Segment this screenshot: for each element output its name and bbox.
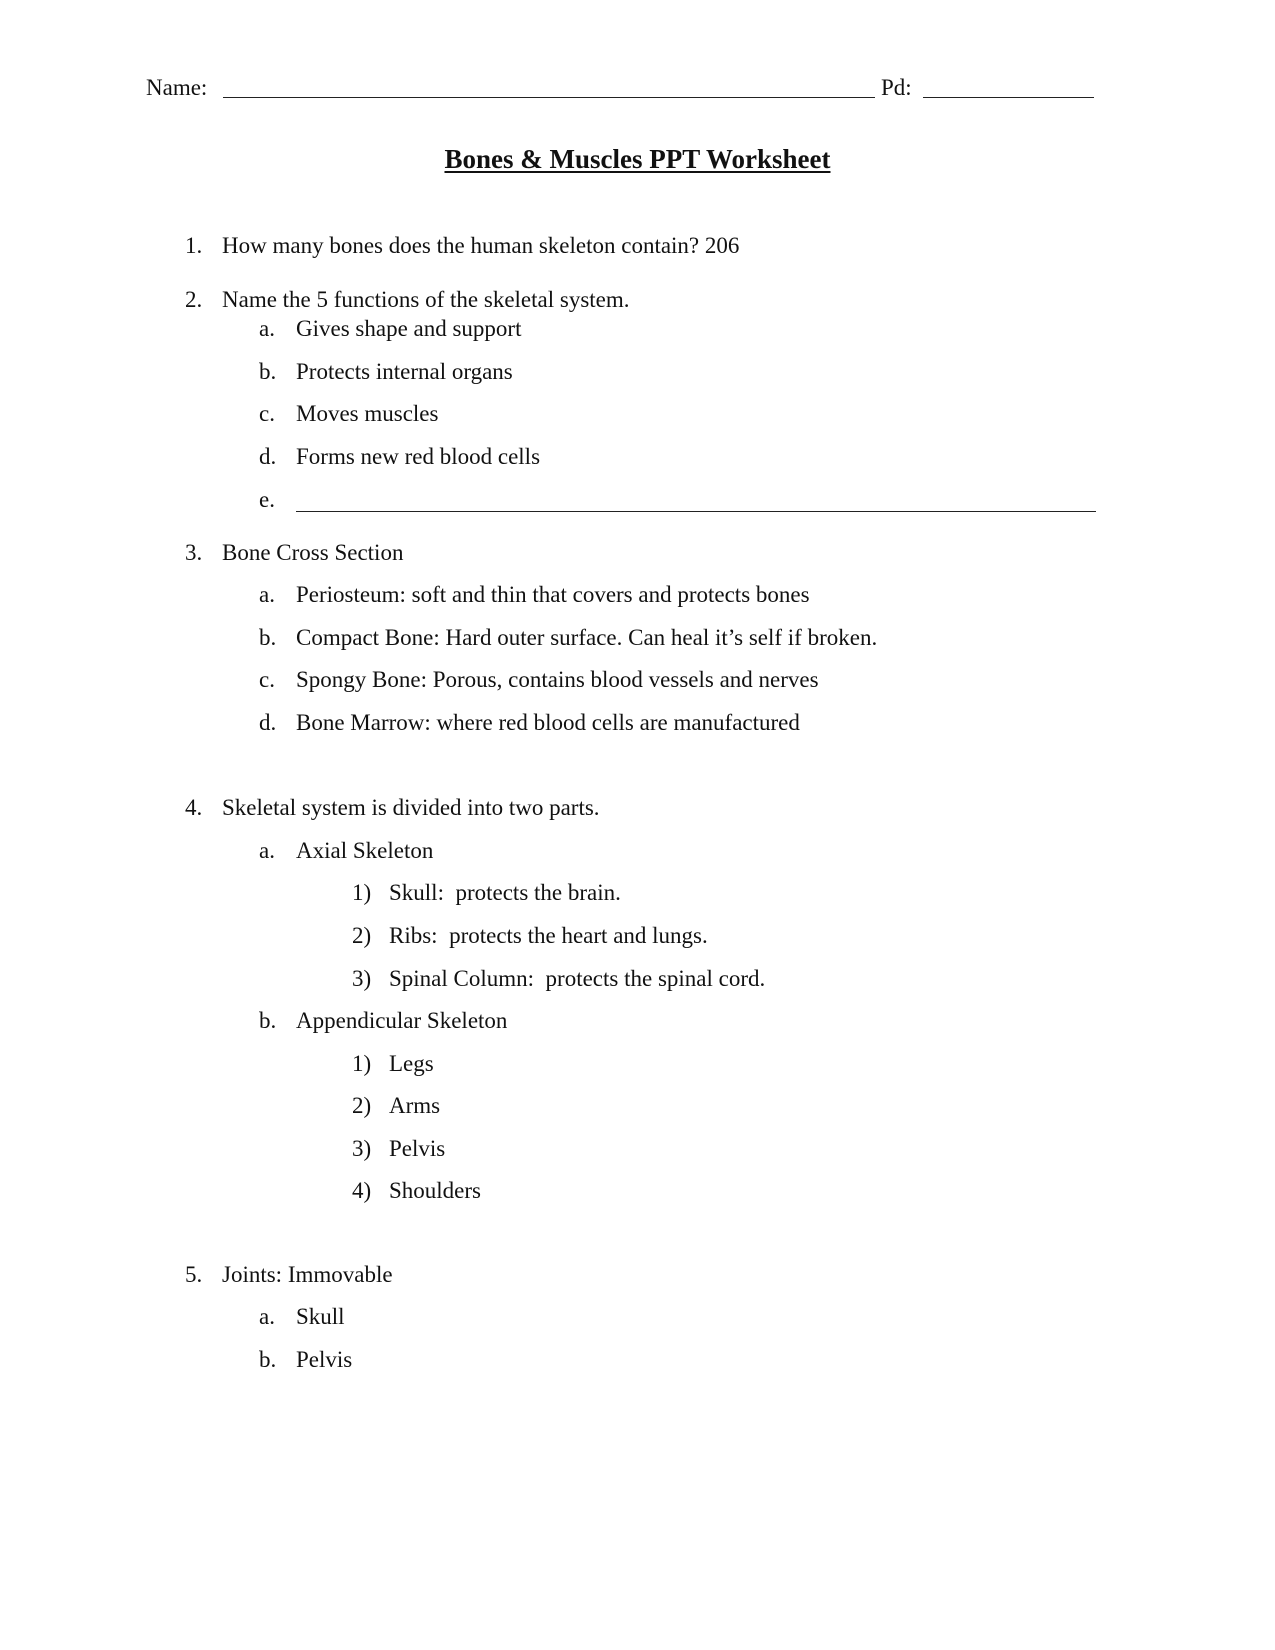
q4-a-subitem-2: Ribs: protects the heart and lungs. bbox=[389, 923, 708, 948]
q4-b-subitem-3: Pelvis bbox=[389, 1136, 446, 1161]
q4-a-subitem-marker-1: 1) bbox=[352, 880, 372, 905]
question-text-5: Joints: Immovable bbox=[222, 1262, 393, 1287]
q4-a-subitem-marker-2: 2) bbox=[352, 923, 372, 948]
question-number-2: 2. bbox=[185, 287, 203, 312]
page-title-text: Bones & Muscles PPT Worksheet bbox=[444, 144, 831, 174]
q3-item-c: Spongy Bone: Porous, contains blood vessels and nerves bbox=[296, 667, 819, 692]
q3-item-b: Compact Bone: Hard outer surface. Can heal it’s self if broken. bbox=[296, 625, 878, 650]
q2-item-marker-a: a. bbox=[259, 316, 275, 341]
q3-item-marker-c: c. bbox=[259, 667, 275, 692]
q4-b-subitem-4: Shoulders bbox=[389, 1178, 481, 1203]
q5-item-marker-a: a. bbox=[259, 1304, 275, 1329]
q2-item-c: Moves muscles bbox=[296, 401, 439, 426]
q2-item-marker-d: d. bbox=[259, 444, 277, 469]
q3-item-marker-b: b. bbox=[259, 625, 277, 650]
q4-a-subitem-marker-3: 3) bbox=[352, 966, 372, 991]
question-number-5: 5. bbox=[185, 1262, 203, 1287]
q3-item-marker-a: a. bbox=[259, 582, 275, 607]
q2-item-e-blank-field[interactable] bbox=[296, 511, 1096, 512]
q4-b-subitem-marker-2: 2) bbox=[352, 1093, 372, 1118]
q3-item-d: Bone Marrow: where red blood cells are manufactured bbox=[296, 710, 800, 735]
page-title bbox=[0, 146, 1275, 173]
question-text-1: How many bones does the human skeleton contain? 206 bbox=[222, 233, 740, 258]
question-number-3: 3. bbox=[185, 540, 203, 565]
q4-b-subitem-marker-4: 4) bbox=[352, 1178, 372, 1203]
q5-item-a: Skull bbox=[296, 1304, 345, 1329]
q2-item-d: Forms new red blood cells bbox=[296, 444, 541, 469]
question-number-4: 4. bbox=[185, 795, 203, 820]
question-text-2: Name the 5 functions of the skeletal system. bbox=[222, 287, 630, 312]
name-blank-field[interactable] bbox=[223, 97, 875, 98]
question-text-3: Bone Cross Section bbox=[222, 540, 404, 565]
pd-label: Pd: bbox=[881, 75, 912, 100]
q2-item-marker-b: b. bbox=[259, 359, 277, 384]
q4-b-subitem-1: Legs bbox=[389, 1051, 434, 1076]
q4-b-subitem-marker-3: 3) bbox=[352, 1136, 372, 1161]
q2-item-a: Gives shape and support bbox=[296, 316, 522, 341]
question-number-1: 1. bbox=[185, 233, 203, 258]
q2-item-marker-c: c. bbox=[259, 401, 275, 426]
q4-b-subitem-marker-1: 1) bbox=[352, 1051, 372, 1076]
q2-item-b: Protects internal organs bbox=[296, 359, 513, 384]
pd-blank-field[interactable] bbox=[923, 97, 1094, 98]
question-text-4: Skeletal system is divided into two parts. bbox=[222, 795, 600, 820]
q5-item-marker-b: b. bbox=[259, 1347, 277, 1372]
q4-item-marker-b: b. bbox=[259, 1008, 277, 1033]
q3-item-marker-d: d. bbox=[259, 710, 277, 735]
name-label: Name: bbox=[146, 75, 208, 100]
q2-item-marker-e: e. bbox=[259, 487, 275, 512]
q4-item-b: Appendicular Skeleton bbox=[296, 1008, 508, 1033]
q4-item-marker-a: a. bbox=[259, 838, 275, 863]
q4-item-a: Axial Skeleton bbox=[296, 838, 434, 863]
q4-b-subitem-2: Arms bbox=[389, 1093, 441, 1118]
q4-a-subitem-3: Spinal Column: protects the spinal cord. bbox=[389, 966, 766, 991]
q4-a-subitem-1: Skull: protects the brain. bbox=[389, 880, 621, 905]
q3-item-a: Periosteum: soft and thin that covers and protects bones bbox=[296, 582, 810, 607]
q5-item-b: Pelvis bbox=[296, 1347, 353, 1372]
